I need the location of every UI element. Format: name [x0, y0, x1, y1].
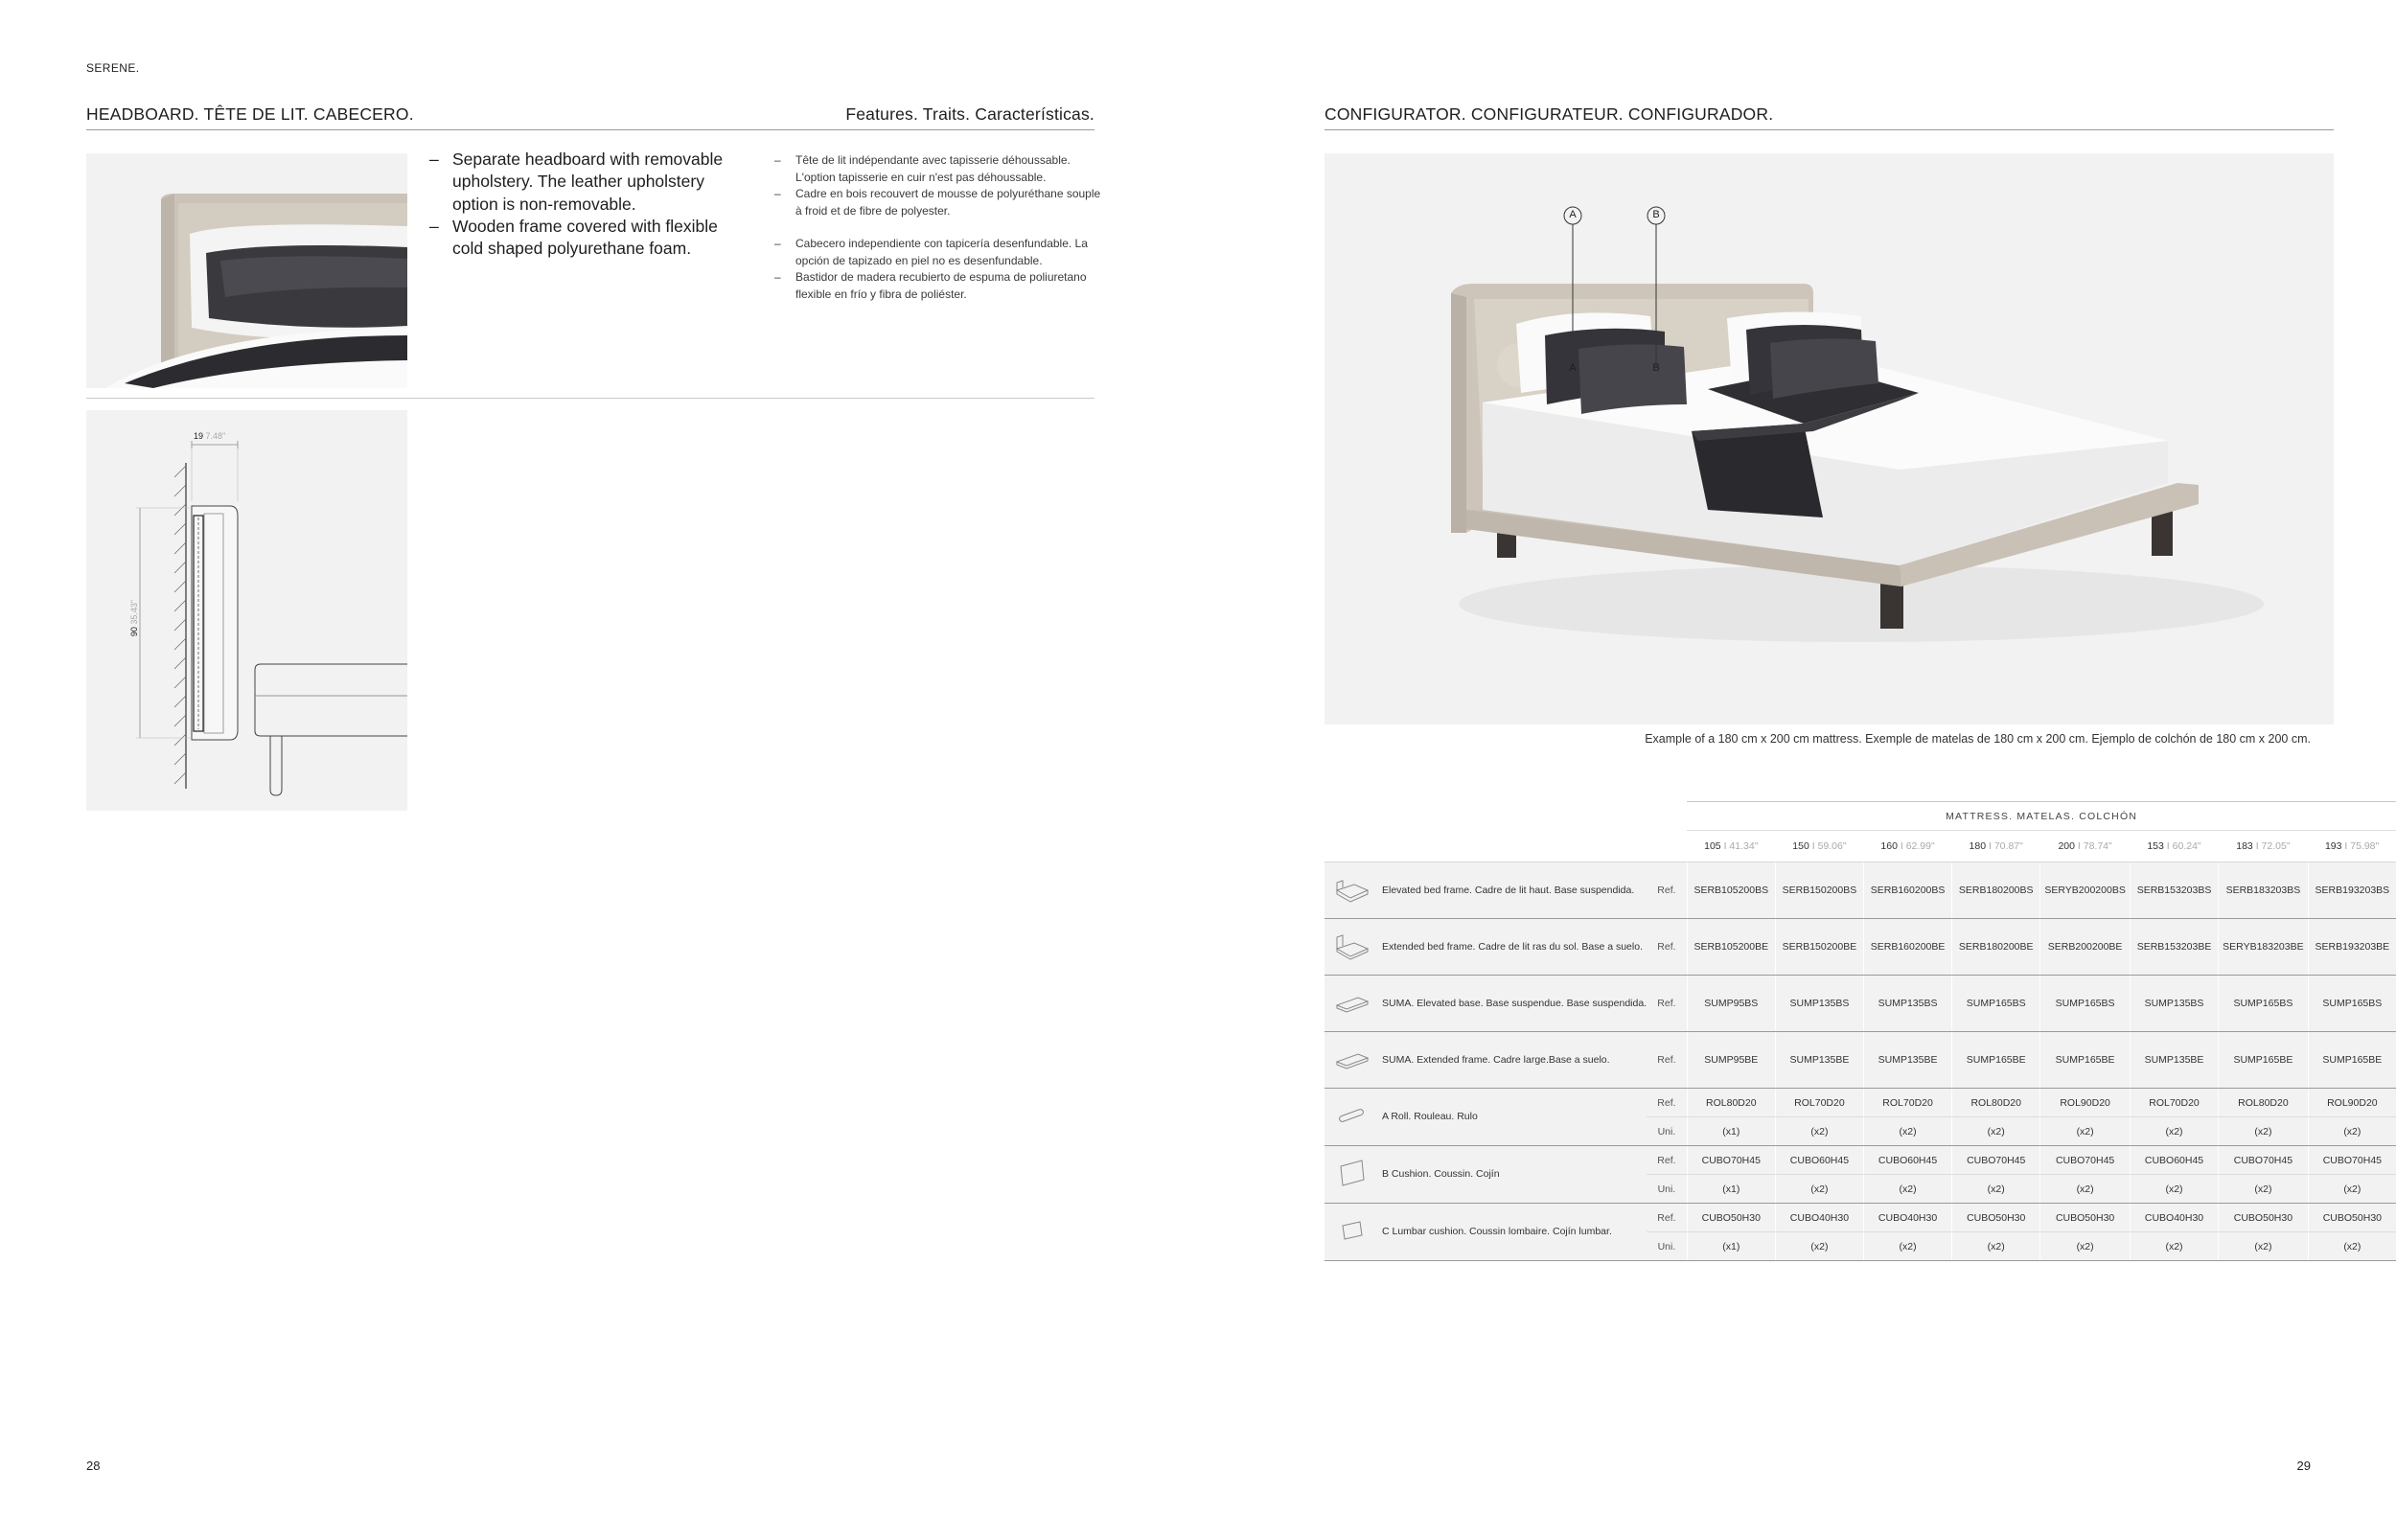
dim-width-cm: 19 — [194, 431, 204, 441]
table-cell: SUMP95BE — [1687, 1032, 1775, 1089]
feature-fr-item — [774, 186, 1105, 219]
dim-width-label — [194, 431, 225, 441]
table-cell: SUMP135BS — [1775, 976, 1863, 1032]
product-label: SUMA. Extended frame. Cadre large.Base a suelo. — [1378, 1032, 1647, 1089]
dash-mark: – — [774, 270, 781, 284]
table-cell: (x2) — [2130, 1175, 2218, 1204]
dash-mark: – — [429, 216, 439, 236]
features-subtitle: Features. Traits. Características. — [845, 104, 1094, 124]
table-cell: SUMP135BE — [1775, 1032, 1863, 1089]
section-divider — [86, 398, 1094, 399]
row-type: Ref. — [1647, 1146, 1687, 1175]
table-cell: (x2) — [1864, 1117, 1952, 1146]
table-cell: SERYB200200BS — [2040, 862, 2131, 919]
configurator-rule — [1325, 129, 2334, 130]
size-separator: I — [1989, 840, 1992, 852]
table-cell: SUMP135BS — [2130, 976, 2218, 1032]
feature-en-text: Wooden frame covered with flexible cold shaped polyurethane foam. — [452, 216, 718, 259]
feature-es-item — [774, 236, 1105, 269]
size-separator: I — [1723, 840, 1727, 852]
size-column-header — [2219, 831, 2309, 862]
table-cell: SUMP165BS — [2219, 976, 2309, 1032]
size-column-header — [1952, 831, 2040, 862]
feature-es-item — [774, 269, 1105, 303]
table-cell: ROL80D20 — [2219, 1089, 2309, 1117]
size-cm: 200 — [2058, 840, 2075, 852]
feature-fr-text: Cadre en bois recouvert de mousse de polyuréthane souple à froid et de fibre de polyester. — [795, 187, 1101, 218]
table-cell: (x2) — [1952, 1232, 2040, 1261]
product-thumbnail — [1325, 919, 1378, 976]
feature-es-text: Cabecero independiente con tapicería desenfundable. La opción de tapizado en piel no es desenfundable. — [795, 237, 1088, 267]
feature-fr-text: Tête de lit indépendante avec tapisserie déhoussable. L'option tapisserie en cuir n'est pas déhoussable. — [795, 153, 1071, 184]
size-separator: I — [2166, 840, 2170, 852]
bed-configurator-photo — [1325, 153, 2334, 724]
dim-width-inch: 7.48" — [205, 431, 226, 441]
table-cell: SUMP165BE — [1952, 1032, 2040, 1089]
table-cell: (x2) — [2308, 1117, 2396, 1146]
product-thumbnail — [1325, 976, 1378, 1032]
table-cell: CUBO60H45 — [1864, 1146, 1952, 1175]
table-cell: (x2) — [2130, 1232, 2218, 1261]
table-cell: SERB153203BE — [2130, 919, 2218, 976]
row-type: Ref. — [1647, 862, 1687, 919]
table-cell: SERB200200BE — [2040, 919, 2131, 976]
table-cell: SUMP165BE — [2219, 1032, 2309, 1089]
table-cell: CUBO50H30 — [2219, 1204, 2309, 1232]
size-separator: I — [2255, 840, 2259, 852]
page-number-left: 28 — [86, 1459, 101, 1473]
table-cell: ROL90D20 — [2040, 1089, 2131, 1117]
size-cm: 153 — [2147, 840, 2164, 852]
photo-caption: Example of a 180 cm x 200 cm mattress. Exemple de matelas de 180 cm x 200 cm. Ejemplo de colchón de 180 cm x 200 cm. — [1645, 732, 2311, 746]
table-row — [1325, 1146, 2396, 1175]
size-inch: 60.24" — [2172, 840, 2201, 852]
product-thumbnail — [1325, 1204, 1378, 1261]
size-cm: 150 — [1792, 840, 1809, 852]
row-type: Ref. — [1647, 1032, 1687, 1089]
product-label: Elevated bed frame. Cadre de lit haut. Base suspendida. — [1378, 862, 1647, 919]
table-cell: ROL80D20 — [1952, 1089, 2040, 1117]
size-cm: 183 — [2236, 840, 2253, 852]
table-cell: (x2) — [2040, 1232, 2131, 1261]
table-cell: (x2) — [2130, 1117, 2218, 1146]
size-inch: 41.34" — [1729, 840, 1759, 852]
feature-en-item — [429, 149, 746, 216]
size-separator: I — [2344, 840, 2348, 852]
table-cell: SERB105200BE — [1687, 919, 1775, 976]
size-cm: 160 — [1880, 840, 1898, 852]
table-cell: SUMP135BE — [2130, 1032, 2218, 1089]
row-type: Ref. — [1647, 1204, 1687, 1232]
product-label: Extended bed frame. Cadre de lit ras du sol. Base a suelo. — [1378, 919, 1647, 976]
size-separator: I — [2077, 840, 2081, 852]
table-cell: SERB193203BE — [2308, 919, 2396, 976]
table-cell: ROL70D20 — [1775, 1089, 1863, 1117]
table-cell: CUBO40H30 — [1864, 1204, 1952, 1232]
size-column-header — [2130, 831, 2218, 862]
table-cell: ROL80D20 — [1687, 1089, 1775, 1117]
table-cell: CUBO40H30 — [2130, 1204, 2218, 1232]
callout-b: B — [1652, 362, 1660, 374]
table-cell: (x2) — [2308, 1232, 2396, 1261]
size-cm: 105 — [1704, 840, 1721, 852]
table-cell: ROL70D20 — [1864, 1089, 1952, 1117]
dim-height-label — [129, 580, 139, 656]
table-cell: CUBO70H45 — [2308, 1146, 2396, 1175]
table-cell: SUMP165BE — [2040, 1032, 2131, 1089]
callout-a-label: A — [1569, 209, 1577, 220]
row-type: Ref. — [1647, 1089, 1687, 1117]
header-rule — [86, 129, 1094, 130]
size-inch: 70.87" — [1993, 840, 2023, 852]
table-row — [1325, 1204, 2396, 1232]
table-cell: CUBO60H45 — [1775, 1146, 1863, 1175]
size-column-header — [1864, 831, 1952, 862]
table-cell: CUBO50H30 — [1687, 1204, 1775, 1232]
table-row — [1325, 1089, 2396, 1117]
table-cell: SUMP135BE — [1864, 1032, 1952, 1089]
feature-en-item — [429, 216, 746, 261]
product-thumbnail — [1325, 1146, 1378, 1204]
table-cell: (x2) — [2219, 1175, 2309, 1204]
table-cell: CUBO70H45 — [2219, 1146, 2309, 1175]
product-thumbnail — [1325, 1032, 1378, 1089]
table-cell: SERB183203BS — [2219, 862, 2309, 919]
size-cm: 180 — [1969, 840, 1987, 852]
table-cell: CUBO70H45 — [1952, 1146, 2040, 1175]
table-cell: SERB150200BE — [1775, 919, 1863, 976]
configurator-title: CONFIGURATOR. CONFIGURATEUR. CONFIGURADOR. — [1325, 104, 1774, 124]
dash-mark: – — [774, 153, 781, 167]
dash-mark: – — [774, 187, 781, 200]
table-cell: (x2) — [1864, 1175, 1952, 1204]
product-label: C Lumbar cushion. Coussin lombaire. Cojín lumbar. — [1378, 1204, 1647, 1261]
table-cell: SUMP165BS — [2040, 976, 2131, 1032]
size-separator: I — [1811, 840, 1815, 852]
callout-a: A — [1569, 362, 1577, 374]
size-separator: I — [1900, 840, 1903, 852]
features-english — [429, 149, 746, 260]
product-label: SUMA. Elevated base. Base suspendue. Base suspendida. — [1378, 976, 1647, 1032]
brand-name: SERENE. — [86, 61, 140, 75]
dash-mark: – — [774, 237, 781, 250]
size-inch: 78.74" — [2083, 840, 2112, 852]
table-cell: SERB180200BS — [1952, 862, 2040, 919]
dim-height-cm: 90 — [129, 627, 139, 637]
table-cell: CUBO50H30 — [2308, 1204, 2396, 1232]
table-cell: (x1) — [1687, 1117, 1775, 1146]
size-inch: 62.99" — [1905, 840, 1935, 852]
product-label: B Cushion. Coussin. Cojín — [1378, 1146, 1647, 1204]
callout-b-label: B — [1652, 209, 1660, 220]
table-cell: (x2) — [1864, 1232, 1952, 1261]
table-cell: (x2) — [1775, 1232, 1863, 1261]
table-cell: (x2) — [2219, 1232, 2309, 1261]
configurator-table — [1325, 801, 2396, 1261]
table-cell: (x2) — [1775, 1175, 1863, 1204]
headboard-photo — [86, 153, 407, 388]
row-type: Uni. — [1647, 1175, 1687, 1204]
table-cell: (x2) — [1952, 1175, 2040, 1204]
table-cell: SERB160200BS — [1864, 862, 1952, 919]
table-row — [1325, 919, 2396, 976]
row-type: Ref. — [1647, 976, 1687, 1032]
row-type: Ref. — [1647, 919, 1687, 976]
mattress-header: MATTRESS. MATELAS. COLCHÓN — [1687, 802, 2396, 831]
table-cell: SUMP165BS — [2308, 976, 2396, 1032]
table-cell: (x1) — [1687, 1232, 1775, 1261]
headboard-title: HEADBOARD. TÊTE DE LIT. CABECERO. — [86, 104, 414, 124]
table-cell: SERB180200BE — [1952, 919, 2040, 976]
table-cell: (x1) — [1687, 1175, 1775, 1204]
table-row — [1325, 1032, 2396, 1089]
size-cm: 193 — [2324, 840, 2342, 852]
table-cell: (x2) — [2219, 1117, 2309, 1146]
row-type: Uni. — [1647, 1117, 1687, 1146]
table-cell: ROL90D20 — [2308, 1089, 2396, 1117]
size-column-header — [1775, 831, 1863, 862]
table-cell: SUMP95BS — [1687, 976, 1775, 1032]
row-type: Uni. — [1647, 1232, 1687, 1261]
size-inch: 72.05" — [2261, 840, 2291, 852]
table-cell: SERB150200BS — [1775, 862, 1863, 919]
size-inch: 59.06" — [1817, 840, 1847, 852]
table-cell: (x2) — [1952, 1117, 2040, 1146]
table-cell: CUBO60H45 — [2130, 1146, 2218, 1175]
feature-en-text: Separate headboard with removable upholstery. The leather upholstery option is non-removable. — [452, 149, 724, 214]
table-cell: SERB160200BE — [1864, 919, 1952, 976]
table-cell: ROL70D20 — [2130, 1089, 2218, 1117]
features-french-spanish — [774, 152, 1105, 303]
table-cell: SUMP165BE — [2308, 1032, 2396, 1089]
table-cell: (x2) — [1775, 1117, 1863, 1146]
size-inch: 75.98" — [2350, 840, 2380, 852]
table-cell: SERB105200BS — [1687, 862, 1775, 919]
table-cell: CUBO70H45 — [1687, 1146, 1775, 1175]
size-column-header — [2308, 831, 2396, 862]
feature-es-text: Bastidor de madera recubierto de espuma de poliuretano flexible en frío y fibra de poliéster. — [795, 270, 1087, 301]
table-cell: SERB193203BS — [2308, 862, 2396, 919]
headboard-technical-drawing — [86, 410, 407, 811]
dash-mark: – — [429, 149, 439, 169]
table-cell: (x2) — [2040, 1175, 2131, 1204]
product-thumbnail — [1325, 1089, 1378, 1146]
table-cell: SUMP135BS — [1864, 976, 1952, 1032]
table-cell: CUBO40H30 — [1775, 1204, 1863, 1232]
size-column-header — [2040, 831, 2131, 862]
table-row — [1325, 862, 2396, 919]
size-column-header — [1687, 831, 1775, 862]
table-cell: (x2) — [2308, 1175, 2396, 1204]
feature-fr-item — [774, 152, 1105, 186]
product-label: A Roll. Rouleau. Rulo — [1378, 1089, 1647, 1146]
table-cell: SERB153203BS — [2130, 862, 2218, 919]
page-number-right: 29 — [2296, 1459, 2311, 1473]
table-cell: SERYB183203BE — [2219, 919, 2309, 976]
table-cell: CUBO70H45 — [2040, 1146, 2131, 1175]
product-thumbnail — [1325, 862, 1378, 919]
table-cell: CUBO50H30 — [2040, 1204, 2131, 1232]
table-row — [1325, 976, 2396, 1032]
table-cell: CUBO50H30 — [1952, 1204, 2040, 1232]
dim-height-inch: 35.43" — [129, 599, 139, 625]
table-cell: (x2) — [2040, 1117, 2131, 1146]
table-cell: SUMP165BS — [1952, 976, 2040, 1032]
